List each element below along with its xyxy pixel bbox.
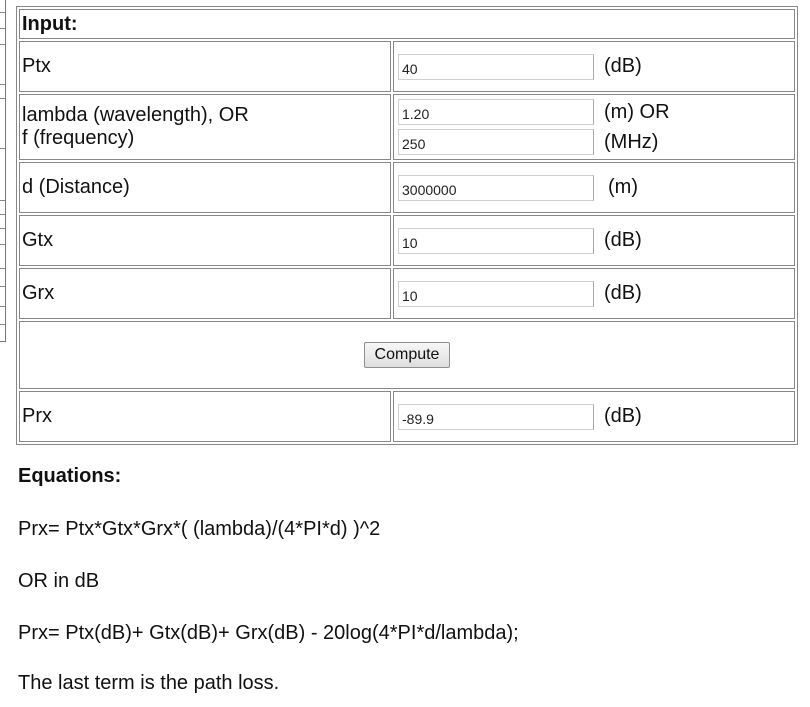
gtx-row <box>19 215 795 266</box>
frequency-input[interactable] <box>398 129 594 155</box>
ptx-unit: (dB) <box>604 55 642 77</box>
compute-cell <box>19 321 795 389</box>
ptx-label: Ptx <box>19 41 391 92</box>
distance-unit: (m) <box>608 176 638 198</box>
grx-label: Grx <box>19 268 391 319</box>
ptx-row <box>19 41 795 92</box>
prx-unit: (dB) <box>604 405 642 427</box>
distance-label: d (Distance) <box>19 162 391 213</box>
lambda-unit: (m) OR <box>604 100 670 123</box>
path-loss-calculator-table <box>16 6 798 445</box>
lambda-frequency-label <box>19 94 391 160</box>
or-in-db-text: OR in dB <box>18 570 100 592</box>
distance-value-cell <box>393 162 795 213</box>
lambda-input[interactable] <box>398 99 594 125</box>
ptx-value-cell <box>393 41 795 92</box>
grx-row <box>19 268 795 319</box>
distance-input[interactable] <box>398 175 594 201</box>
lambda-label: lambda (wavelength), OR <box>22 104 249 126</box>
frequency-unit: (MHz) <box>604 130 659 153</box>
compute-button[interactable]: Compute <box>364 342 451 368</box>
gtx-label: Gtx <box>19 215 391 266</box>
ptx-input[interactable] <box>398 54 594 80</box>
grx-input[interactable] <box>398 281 594 307</box>
grx-value-cell <box>393 268 795 319</box>
input-header: Input: <box>19 9 795 39</box>
lambda-frequency-value-cell <box>393 94 795 160</box>
prx-value-cell <box>393 391 795 442</box>
grx-unit: (dB) <box>604 282 642 304</box>
prx-output[interactable] <box>398 404 594 430</box>
lambda-frequency-row <box>19 94 795 160</box>
gtx-unit: (dB) <box>604 229 642 251</box>
compute-row <box>19 321 795 389</box>
frequency-label: f (frequency) <box>22 127 135 149</box>
path-loss-note: The last term is the path loss. <box>18 672 280 694</box>
adjacent-table-edge <box>0 0 6 342</box>
linear-equation: Prx= Ptx*Gtx*Grx*( (lambda)/(4*PI*d) )^2 <box>18 518 381 540</box>
prx-label: Prx <box>19 391 391 442</box>
gtx-input[interactable] <box>398 228 594 254</box>
gtx-value-cell <box>393 215 795 266</box>
prx-row <box>19 391 795 442</box>
distance-row <box>19 162 795 213</box>
equations-heading: Equations: <box>18 465 122 487</box>
db-equation: Prx= Ptx(dB)+ Gtx(dB)+ Grx(dB) - 20log(4*PI*d/lambda); <box>18 622 519 644</box>
